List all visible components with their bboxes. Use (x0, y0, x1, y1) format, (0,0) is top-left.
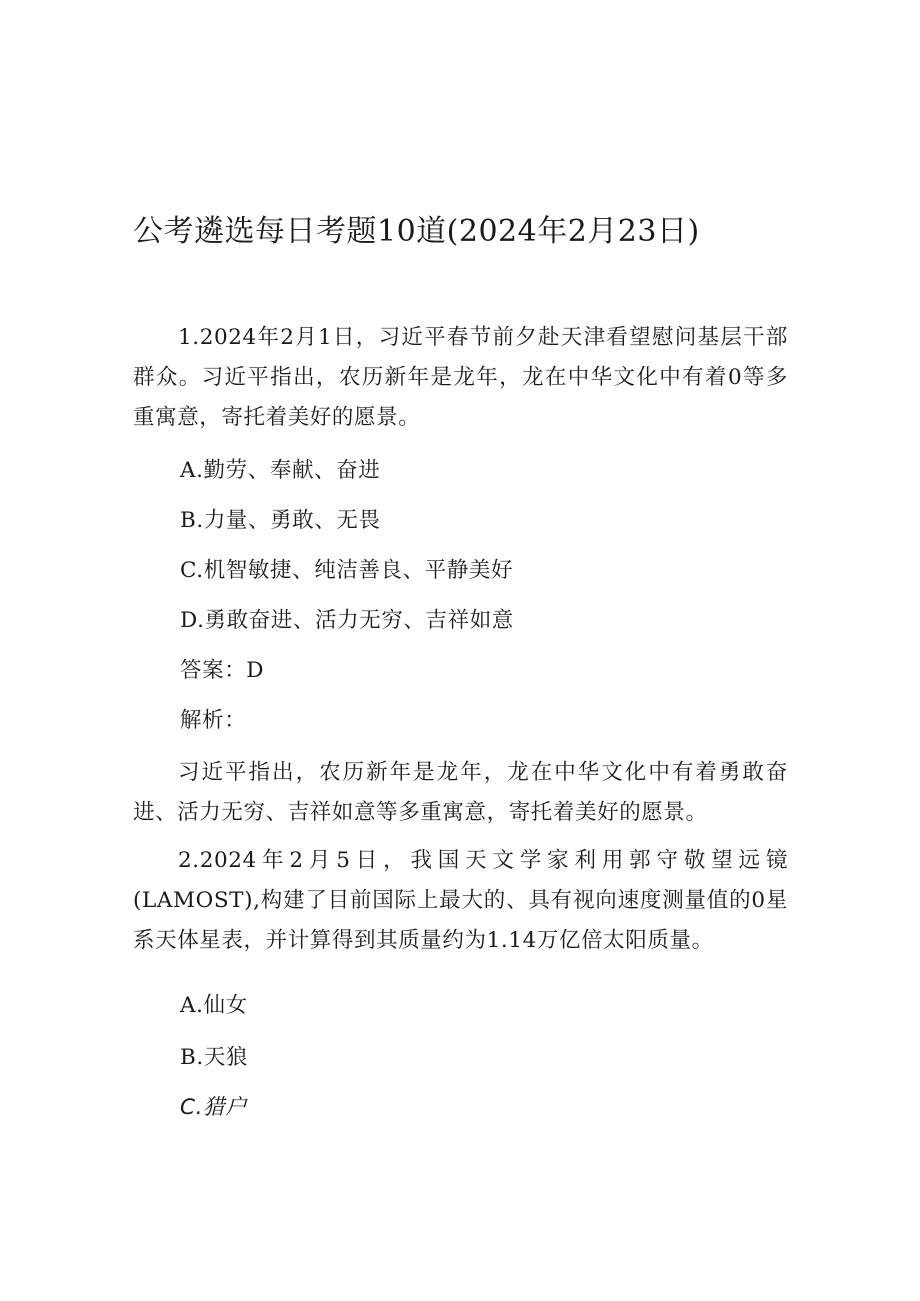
question-1-option-a: A.勤劳、奉献、奋进 (180, 458, 381, 483)
page-title: 公考遴选每日考题10道(2024年2月23日) (133, 214, 700, 249)
question-1-option-d: D.勇敢奋进、活力无穷、吉祥如意 (180, 608, 514, 633)
question-1-analysis-label: 解析： (180, 708, 247, 733)
question-2-option-b: B.天狼 (180, 1045, 249, 1070)
question-2-stem: 2.2024年2月5日，我国天文学家利用郭守敬望远镜(LAMOST),构建了目前国际上最大的、具有视向速度测量值的0星系天体星表，并计算得到其质量约为1.14万亿倍太阳质量。 (133, 848, 788, 953)
question-1-answer: 答案：D (180, 658, 265, 683)
question-1-analysis: 习近平指出，农历新年是龙年，龙在中华文化中有着勇敢奋进、活力无穷、吉祥如意等多重寓意，寄托着美好的愿景。 (133, 760, 788, 825)
question-1-option-b: B.力量、勇敢、无畏 (180, 508, 381, 533)
question-2-option-a: A.仙女 (180, 993, 248, 1018)
question-2-option-c: C.猎户 (180, 1095, 248, 1120)
question-1-stem: 1.2024年2月1日，习近平春节前夕赴天津看望慰问基层干部群众。习近平指出，农历新年是龙年，龙在中华文化中有着0等多重寓意，寄托着美好的愿景。 (133, 325, 788, 430)
question-1-option-c: C.机智敏捷、纯洁善良、平静美好 (180, 558, 514, 583)
